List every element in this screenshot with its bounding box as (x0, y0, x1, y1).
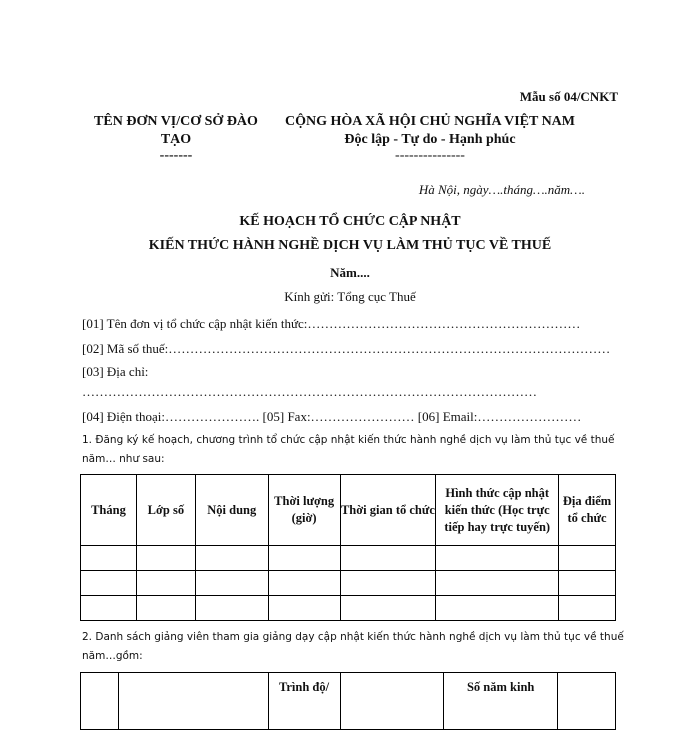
table-cell[interactable] (436, 546, 559, 571)
field-unit-name: [01] Tên đơn vị tổ chức cập nhật kiến thức:……………………………………………………… (82, 316, 581, 331)
table-row (81, 571, 616, 596)
table-cell[interactable] (136, 596, 195, 621)
table-cell[interactable] (559, 571, 616, 596)
col-format: Hình thức cập nhật kiến thức (Học trực tiếp hay trực tuyến) (436, 475, 559, 546)
table-cell[interactable] (195, 546, 268, 571)
col-blank (340, 673, 444, 730)
col-content: Nội dung (195, 475, 268, 546)
table-cell[interactable] (268, 546, 340, 571)
table-cell[interactable] (436, 571, 559, 596)
plan-table-header (81, 475, 616, 546)
col-years-experience: Số năm kinh (444, 673, 558, 730)
republic-title: CỘNG HÒA XÃ HỘI CHỦ NGHĨA VIỆT NAM (284, 114, 575, 129)
section1-intro-line1: 1. Đăng ký kế hoạch, chương trình tổ chức cập nhật kiến thức hành nghề dịch vụ làm thủ tục về thuế (82, 434, 615, 446)
national-motto: Độc lập - Tự do - Hạnh phúc (344, 132, 516, 147)
table-cell[interactable] (136, 571, 195, 596)
unit-name-divider: ------- (159, 148, 193, 163)
motto-divider: --------------- (395, 148, 465, 163)
section1-intro-line2: năm… như sau: (82, 453, 165, 465)
field-tax-code: [02] Mã số thuế:………………………………………………………………………………………… (82, 341, 611, 356)
col-duration: Thời lượng (giờ) (268, 475, 340, 546)
table-row (81, 546, 616, 571)
section2-intro-line1: 2. Danh sách giảng viên tham gia giảng dạy cập nhật kiến thức hành nghề dịch vụ làm thủ tục về thuế (82, 631, 624, 643)
document-year: Năm.... (330, 265, 370, 280)
unit-name-block (86, 113, 266, 163)
col-location: Địa điểm tổ chức (559, 475, 616, 546)
table-cell[interactable] (268, 596, 340, 621)
document-title-line1: KẾ HOẠCH TỔ CHỨC CẬP NHẬT (239, 214, 461, 229)
lecturer-table-header (81, 673, 616, 730)
document-title-line2: KIẾN THỨC HÀNH NGHỀ DỊCH VỤ LÀM THỦ TỤC VỀ THUẾ (148, 238, 552, 253)
col-qualification: Trình độ/ (268, 673, 340, 730)
table-cell[interactable] (136, 546, 195, 571)
field-contact: [04] Điện thoại:…………………. [05] Fax:…………………… [06] Email:…………………… (82, 409, 582, 424)
table-row (81, 596, 616, 621)
col-no (81, 673, 119, 730)
col-class-no: Lớp số (136, 475, 195, 546)
date-line: Hà Nội, ngày….tháng….năm…. (418, 182, 585, 197)
table-cell[interactable] (340, 571, 436, 596)
field-address-dots: …………………………………………………………………………………………… (82, 384, 537, 399)
table-cell[interactable] (559, 596, 616, 621)
national-header (280, 113, 580, 163)
field-address-label: [03] Địa chỉ: (82, 364, 149, 379)
unit-name-line2: TẠO (160, 132, 192, 147)
lecturer-table (80, 672, 616, 730)
table-cell[interactable] (340, 596, 436, 621)
section2-intro-line2: năm…gồm: (82, 650, 143, 662)
table-cell[interactable] (195, 571, 268, 596)
table-cell[interactable] (81, 546, 137, 571)
table-cell[interactable] (268, 571, 340, 596)
table-cell[interactable] (81, 571, 137, 596)
table-cell[interactable] (81, 596, 137, 621)
col-month: Tháng (81, 475, 137, 546)
recipient-line: Kính gửi: Tổng cục Thuế (284, 289, 416, 304)
col-time: Thời gian tổ chức (340, 475, 436, 546)
unit-name-line1: TÊN ĐƠN VỊ/CƠ SỞ ĐÀO (94, 114, 258, 129)
table-cell[interactable] (436, 596, 559, 621)
col-name (118, 673, 268, 730)
plan-table (80, 474, 616, 621)
col-last (558, 673, 616, 730)
form-code: Mẫu số 04/CNKT (519, 89, 618, 104)
table-cell[interactable] (195, 596, 268, 621)
table-cell[interactable] (559, 546, 616, 571)
table-cell[interactable] (340, 546, 436, 571)
